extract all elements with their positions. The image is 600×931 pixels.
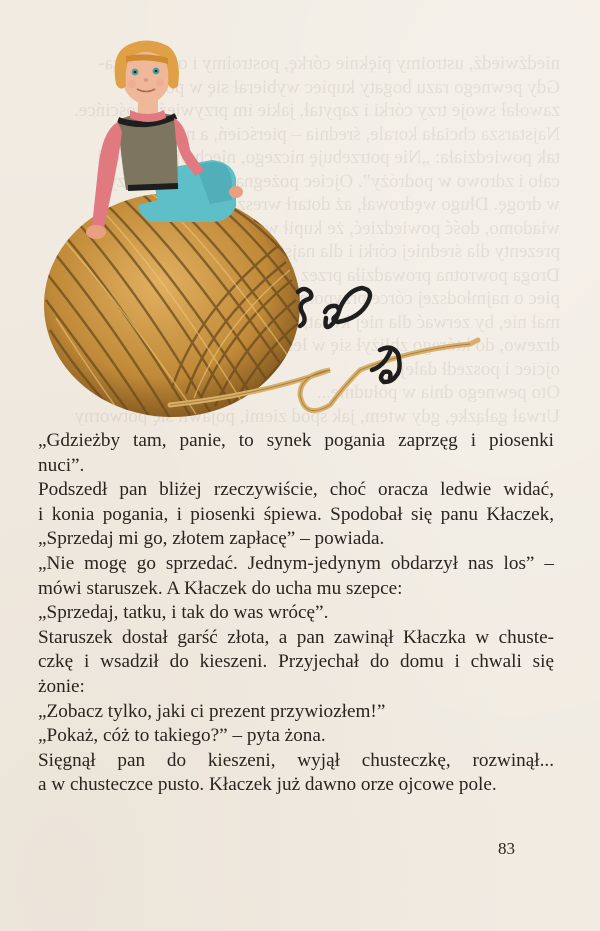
story-line: Podszedł pan bliżej rzeczywiście, choć oracza ledwie widać, xyxy=(38,479,554,501)
story-line: i konia pogania, i piosenki śpiewa. Spodobał się panu Kłaczek, xyxy=(38,503,554,525)
story-line: „Zobacz tylko, jaki ci prezent przywiozłem!” xyxy=(38,700,386,722)
girl-on-yarn-ball-image xyxy=(0,0,600,430)
yarn-ball xyxy=(44,192,300,418)
decorative-curls xyxy=(298,288,400,382)
show-through-text: niedźwiedź, ustroimy pięknie córkę, postroimy i oddamy za- Gdy pewnego razu bogaty kupiec wybierał się w podróż, zawołał swoje trzy córki i zapytał, jakie im przywieźć gościńce. Najstarsza chciała korale, średnia – pierścień, a najmłodsza tak powiedziała: „Nie potrzebuję niczego, niech ojciec wróci cało i zdrowo w podróży”. Ojciec pożegnał córki i wyruszył w drogę. Długo wędrował, aż dotarł wreszcie na miejsce. wiadomo, dość powiedzieć, że kupił wszystko, co trzeba było, prezenty dla średniej córki i dla najstarszej też. Wracał Droga powrotna prowadziła przez las ciemny i gęsty. piec o najmłodszej córce przypomniał sobie, że nic dla niej mał nie, by zerwać dla niej kwiat, taki, jaki rośnie drzewo, do którego zbliżył się w lesie, orzechy złote. ojciec i poszedł dalej. Oto pewnego dnia w południe... Urwał gałązkę, gdy wtem, jak spod ziemi, pojawił się potworny xyxy=(74,53,560,427)
story-line: „Pokaż, cóż to takiego?” – pyta żona. xyxy=(38,725,326,747)
story-line: nuci”. xyxy=(38,454,85,476)
story-line: mówi staruszek. A Kłaczek do ucha mu szepce: xyxy=(38,577,403,599)
story-text xyxy=(38,429,554,798)
story-line: a w chusteczce pusto. Kłaczek już dawno orze ojcowe pole. xyxy=(38,774,497,796)
page-number: 83 xyxy=(498,839,515,858)
story-line: „Sprzedaj mi go, złotem zapłacę” – powiada. xyxy=(38,528,385,550)
story-line: „Sprzedaj, tatku, i tak do was wrócę”. xyxy=(38,602,329,624)
story-line: żonie: xyxy=(38,675,85,697)
story-line: Sięgnął pan do kieszeni, wyjął chusteczkę, rozwinął... xyxy=(38,749,554,771)
story-line: „Gdzieżby tam, panie, to synek pogania zaprzęg i piosenki xyxy=(38,430,554,451)
story-line: czkę i wsadził do kieszeni. Przyjechał do domu i chwali się xyxy=(38,651,554,673)
story-line: „Nie mogę go sprzedać. Jednym-jedynym obdarzył nas los” – xyxy=(38,552,554,574)
story-line: Staruszek dostał garść złota, a pan zawinął Kłaczka w chuste- xyxy=(38,626,554,648)
illustration xyxy=(0,0,600,430)
